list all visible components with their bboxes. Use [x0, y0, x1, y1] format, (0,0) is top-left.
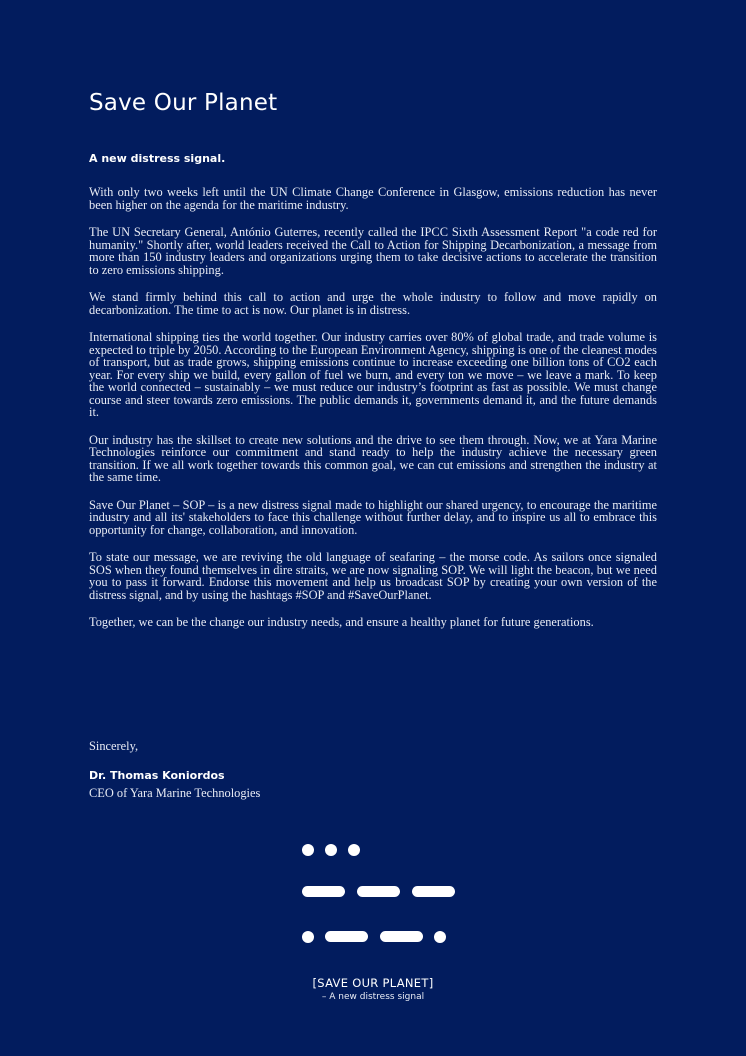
morse-dash-icon — [302, 886, 345, 897]
paragraph-2: The UN Secretary General, António Guterres, recently called the IPCC Sixth Assessment Report "a code red for humanity." Shortly after, world leaders received the Call to Action for Shipping Decarbonization, a message from more than 150 industry leaders and organizations urging them to take decisive actions to accelerate the transition to zero emissions shipping. — [89, 225, 657, 277]
morse-dot-icon — [302, 931, 314, 943]
morse-dash-icon — [357, 886, 400, 897]
paragraph-4: International shipping ties the world together. Our industry carries over 80% of global trade, and trade volume is expected to triple by 2050. According to the European Environment Agency, shipping is one of the cleanest modes of transport, but as trade grows, shipping emissions continue to increase exceeding one billion tons of CO2 each year. For every ship we build, every gallon of fuel we burn, and every ton we move – we leave a mark. To keep the world connected – sustainably – we must reduce our industry’s footprint as fast as possible. We must change course and steer towards zero emissions. The public demands it, governments demand it, and the future demands it. — [89, 330, 657, 419]
paragraph-3: We stand firmly behind this call to action and urge the whole industry to follow and move rapidly on decarbonization. The time to act is now. Our planet is in distress. — [89, 290, 657, 317]
morse-dash-icon — [412, 886, 455, 897]
morse-dot-icon — [325, 844, 337, 856]
morse-dot-icon — [302, 844, 314, 856]
paragraph-5: Our industry has the skillset to create new solutions and the drive to see them through. Now, we at Yara Marine Technologies reinforce our commitment and stand ready to help the industry achieve the necessary green transition. If we all work together towards this common goal, we can cut emissions and strengthen the industry at the same time. — [89, 432, 657, 484]
signature-role: CEO of Yara Marine Technologies — [89, 786, 261, 800]
footer-title: [SAVE OUR PLANET] — [312, 976, 434, 990]
letter-body — [89, 186, 657, 644]
footer-subtitle: – A new distress signal — [321, 992, 425, 1002]
morse-dash-icon — [380, 931, 423, 942]
morse-dot-icon — [348, 844, 360, 856]
closing: Sincerely, — [89, 739, 139, 753]
letter-subtitle: A new distress signal. — [89, 152, 226, 165]
paragraph-8: Together, we can be the change our industry needs, and ensure a healthy planet for future generations. — [89, 615, 594, 629]
paragraph-7: To state our message, we are reviving the old language of seafaring – the morse code. As sailors once signaled SOS when they found themselves in dire straits, we are now signaling SOP. We will light the beacon, but we need you to pass it forward. Endorse this movement and help us broadcast SOP by creating your own version of the distress signal, and by using the hashtags #SOP and #SaveOurPlanet. — [89, 550, 657, 602]
paragraph-6: Save Our Planet – SOP – is a new distress signal made to highlight our shared urgency, to encourage the maritime industry and all its' stakeholders to face this challenge without further delay, and to inspire us all to embrace this opportunity for change, collaboration, and innovation. — [89, 497, 657, 537]
page-title: Save Our Planet — [89, 90, 278, 116]
morse-dash-icon — [325, 931, 368, 942]
morse-dot-icon — [434, 931, 446, 943]
signature-name: Dr. Thomas Koniordos — [89, 769, 225, 782]
paragraph-1: With only two weeks left until the UN Climate Change Conference in Glasgow, emissions reduction has never been higher on the agenda for the maritime industry. — [89, 185, 657, 212]
